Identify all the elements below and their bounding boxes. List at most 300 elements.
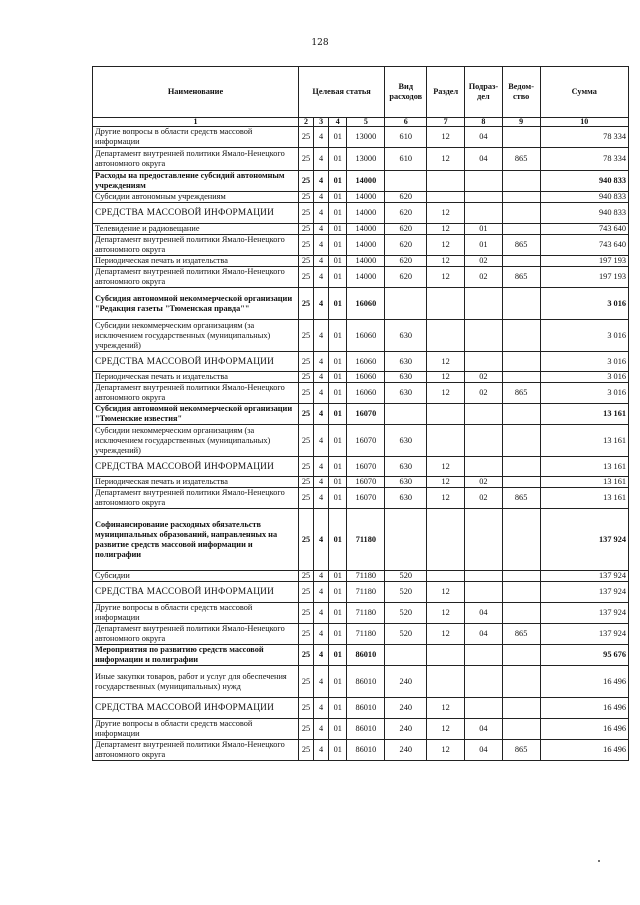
row-c: 01 [329, 288, 347, 320]
row-b: 4 [314, 509, 329, 571]
row-b: 4 [314, 740, 329, 761]
row-c: 01 [329, 352, 347, 372]
row-b: 4 [314, 320, 329, 352]
row-sum: 3 016 [540, 320, 629, 352]
row-name: Другие вопросы в области средств массовой информации [93, 127, 299, 148]
row-name: Иные закупки товаров, работ и услуг для обеспечения государственных (муниципальных) нужд [93, 666, 299, 698]
row-d: 14000 [347, 235, 385, 256]
row-podrazdel: 04 [465, 719, 503, 740]
table-row [93, 267, 629, 288]
row-b: 4 [314, 192, 329, 203]
row-razdel: 12 [427, 383, 465, 404]
table-row [93, 320, 629, 352]
row-name: Мероприятия по развитию средств массовой информации и полиграфии [93, 645, 299, 666]
row-d: 16070 [347, 404, 385, 425]
row-name: Департамент внутренней политики Ямало-Ненецкого автономного округа [93, 488, 299, 509]
row-c: 01 [329, 624, 347, 645]
row-sum: 13 161 [540, 425, 629, 457]
row-sum: 743 640 [540, 224, 629, 235]
row-vid: 620 [385, 224, 427, 235]
row-b: 4 [314, 571, 329, 582]
row-vid: 240 [385, 666, 427, 698]
table-row [93, 740, 629, 761]
table-row [93, 383, 629, 404]
table-row [93, 582, 629, 603]
row-b: 4 [314, 645, 329, 666]
row-vid: 630 [385, 372, 427, 383]
row-sum: 13 161 [540, 457, 629, 477]
row-sum: 78 334 [540, 127, 629, 148]
row-c: 01 [329, 171, 347, 192]
row-sum: 137 924 [540, 582, 629, 603]
row-name: СРЕДСТВА МАССОВОЙ ИНФОРМАЦИИ [93, 457, 299, 477]
table-row [93, 645, 629, 666]
row-d: 16070 [347, 477, 385, 488]
row-podrazdel: 04 [465, 148, 503, 171]
row-name: СРЕДСТВА МАССОВОЙ ИНФОРМАЦИИ [93, 698, 299, 719]
row-c: 01 [329, 256, 347, 267]
header-subsection: Подраз-дел [465, 67, 503, 118]
row-sum: 3 016 [540, 288, 629, 320]
row-vedom: 865 [502, 235, 540, 256]
row-razdel: 12 [427, 372, 465, 383]
row-c: 01 [329, 509, 347, 571]
row-b: 4 [314, 148, 329, 171]
row-vedom [502, 352, 540, 372]
row-c: 01 [329, 740, 347, 761]
row-d: 16060 [347, 372, 385, 383]
col-number: 2 [298, 118, 313, 127]
row-vedom [502, 171, 540, 192]
row-name: Другие вопросы в области средств массовой информации [93, 719, 299, 740]
row-a: 25 [298, 148, 313, 171]
row-a: 25 [298, 288, 313, 320]
row-c: 01 [329, 404, 347, 425]
row-a: 25 [298, 383, 313, 404]
row-vedom [502, 582, 540, 603]
row-d: 86010 [347, 698, 385, 719]
row-vid: 630 [385, 352, 427, 372]
row-vid: 630 [385, 457, 427, 477]
row-a: 25 [298, 457, 313, 477]
row-vedom [502, 603, 540, 624]
row-a: 25 [298, 171, 313, 192]
row-sum: 16 496 [540, 719, 629, 740]
col-number: 5 [347, 118, 385, 127]
header-type: Вид расходов [385, 67, 427, 118]
row-d: 86010 [347, 740, 385, 761]
table-row [93, 288, 629, 320]
row-razdel: 12 [427, 148, 465, 171]
row-name: Периодическая печать и издательства [93, 477, 299, 488]
row-a: 25 [298, 509, 313, 571]
row-sum: 3 016 [540, 352, 629, 372]
row-a: 25 [298, 698, 313, 719]
table-row [93, 425, 629, 457]
row-podrazdel [465, 645, 503, 666]
col-number: 9 [502, 118, 540, 127]
row-podrazdel [465, 698, 503, 719]
row-name: Субсидии некоммерческим организациям (за исключением государственных (муниципальных) учреждений) [93, 320, 299, 352]
row-podrazdel: 01 [465, 224, 503, 235]
row-name: Субсидии [93, 571, 299, 582]
row-vedom [502, 320, 540, 352]
row-vedom: 865 [502, 740, 540, 761]
row-podrazdel [465, 288, 503, 320]
row-a: 25 [298, 571, 313, 582]
row-vedom: 865 [502, 148, 540, 171]
row-b: 4 [314, 267, 329, 288]
row-vedom: 865 [502, 383, 540, 404]
row-razdel [427, 509, 465, 571]
row-c: 01 [329, 192, 347, 203]
row-vedom [502, 666, 540, 698]
row-vid: 620 [385, 256, 427, 267]
row-a: 25 [298, 719, 313, 740]
row-vedom [502, 477, 540, 488]
row-b: 4 [314, 698, 329, 719]
table-row [93, 603, 629, 624]
row-name: СРЕДСТВА МАССОВОЙ ИНФОРМАЦИИ [93, 203, 299, 224]
row-b: 4 [314, 582, 329, 603]
row-vedom [502, 645, 540, 666]
row-vid: 240 [385, 719, 427, 740]
row-a: 25 [298, 224, 313, 235]
row-name: Субсидия автономной некоммерческой организации "Редакция газеты "Тюменская правда"" [93, 288, 299, 320]
table-row [93, 457, 629, 477]
row-name: Департамент внутренней политики Ямало-Ненецкого автономного округа [93, 267, 299, 288]
row-d: 16060 [347, 320, 385, 352]
row-razdel [427, 288, 465, 320]
row-podrazdel [465, 352, 503, 372]
row-podrazdel [465, 571, 503, 582]
row-razdel [427, 320, 465, 352]
row-vid: 240 [385, 740, 427, 761]
row-a: 25 [298, 488, 313, 509]
row-vid: 520 [385, 571, 427, 582]
row-sum: 13 161 [540, 488, 629, 509]
row-vedom: 865 [502, 488, 540, 509]
row-vid: 620 [385, 203, 427, 224]
table-row [93, 509, 629, 571]
table-row [93, 256, 629, 267]
row-vedom: 865 [502, 267, 540, 288]
row-vid: 610 [385, 148, 427, 171]
row-podrazdel: 02 [465, 477, 503, 488]
row-c: 01 [329, 645, 347, 666]
table-row [93, 571, 629, 582]
row-d: 13000 [347, 127, 385, 148]
table-row [93, 352, 629, 372]
row-razdel: 12 [427, 719, 465, 740]
header-target: Целевая статья [298, 67, 384, 118]
row-a: 25 [298, 256, 313, 267]
row-c: 01 [329, 571, 347, 582]
row-sum: 13 161 [540, 404, 629, 425]
row-c: 01 [329, 267, 347, 288]
row-sum: 197 193 [540, 267, 629, 288]
table-row [93, 127, 629, 148]
row-sum: 3 016 [540, 372, 629, 383]
header-section: Раздел [427, 67, 465, 118]
row-name: СРЕДСТВА МАССОВОЙ ИНФОРМАЦИИ [93, 352, 299, 372]
row-sum: 16 496 [540, 740, 629, 761]
row-c: 01 [329, 719, 347, 740]
row-razdel [427, 645, 465, 666]
row-podrazdel: 02 [465, 372, 503, 383]
row-a: 25 [298, 127, 313, 148]
row-c: 01 [329, 603, 347, 624]
row-razdel: 12 [427, 235, 465, 256]
row-c: 01 [329, 127, 347, 148]
row-razdel: 12 [427, 740, 465, 761]
row-razdel: 12 [427, 488, 465, 509]
row-d: 86010 [347, 666, 385, 698]
row-d: 14000 [347, 171, 385, 192]
row-razdel [427, 192, 465, 203]
row-name: Субсидия автономной некоммерческой организации "Тюменские известия" [93, 404, 299, 425]
table-row [93, 224, 629, 235]
table-row [93, 404, 629, 425]
row-podrazdel [465, 457, 503, 477]
row-razdel: 12 [427, 267, 465, 288]
header-row [93, 67, 629, 118]
column-number-row [93, 118, 629, 127]
row-vid: 620 [385, 235, 427, 256]
row-razdel [427, 571, 465, 582]
row-name: Департамент внутренней политики Ямало-Ненецкого автономного округа [93, 624, 299, 645]
row-d: 16070 [347, 457, 385, 477]
row-d: 86010 [347, 645, 385, 666]
row-vid [385, 404, 427, 425]
table-row [93, 488, 629, 509]
col-number: 6 [385, 118, 427, 127]
row-vedom [502, 224, 540, 235]
row-name: Расходы на предоставление субсидий автономным учреждениям [93, 171, 299, 192]
row-sum: 16 496 [540, 698, 629, 719]
row-name: СРЕДСТВА МАССОВОЙ ИНФОРМАЦИИ [93, 582, 299, 603]
row-razdel: 12 [427, 698, 465, 719]
row-d: 16060 [347, 383, 385, 404]
row-vedom [502, 404, 540, 425]
scan-speck [598, 860, 600, 862]
row-vedom [502, 127, 540, 148]
row-razdel: 12 [427, 127, 465, 148]
row-a: 25 [298, 320, 313, 352]
row-b: 4 [314, 488, 329, 509]
row-podrazdel: 04 [465, 127, 503, 148]
row-d: 16060 [347, 288, 385, 320]
row-podrazdel [465, 425, 503, 457]
row-vid: 620 [385, 267, 427, 288]
row-vid: 520 [385, 624, 427, 645]
row-razdel: 12 [427, 477, 465, 488]
row-sum: 940 833 [540, 171, 629, 192]
row-razdel: 12 [427, 603, 465, 624]
table-row [93, 666, 629, 698]
row-razdel: 12 [427, 256, 465, 267]
row-razdel [427, 404, 465, 425]
row-vid [385, 645, 427, 666]
row-b: 4 [314, 603, 329, 624]
row-sum: 137 924 [540, 624, 629, 645]
row-name: Другие вопросы в области средств массовой информации [93, 603, 299, 624]
row-a: 25 [298, 645, 313, 666]
row-a: 25 [298, 477, 313, 488]
col-number: 8 [465, 118, 503, 127]
row-podrazdel: 02 [465, 488, 503, 509]
row-razdel [427, 666, 465, 698]
row-c: 01 [329, 488, 347, 509]
col-number: 7 [427, 118, 465, 127]
row-d: 14000 [347, 224, 385, 235]
row-podrazdel [465, 320, 503, 352]
row-razdel: 12 [427, 352, 465, 372]
row-vid: 610 [385, 127, 427, 148]
row-c: 01 [329, 224, 347, 235]
header-sum: Сумма [540, 67, 629, 118]
row-c: 01 [329, 666, 347, 698]
table-row [93, 235, 629, 256]
row-podrazdel [465, 404, 503, 425]
row-podrazdel [465, 582, 503, 603]
row-b: 4 [314, 457, 329, 477]
row-b: 4 [314, 235, 329, 256]
row-sum: 940 833 [540, 203, 629, 224]
page-number: 128 [311, 38, 329, 48]
row-b: 4 [314, 404, 329, 425]
row-b: 4 [314, 624, 329, 645]
row-b: 4 [314, 666, 329, 698]
table-row [93, 171, 629, 192]
table-row [93, 372, 629, 383]
row-razdel [427, 425, 465, 457]
table-row [93, 624, 629, 645]
row-a: 25 [298, 425, 313, 457]
row-sum: 95 676 [540, 645, 629, 666]
row-podrazdel [465, 509, 503, 571]
row-a: 25 [298, 404, 313, 425]
row-name: Телевидение и радиовещание [93, 224, 299, 235]
row-vedom: 865 [502, 624, 540, 645]
row-b: 4 [314, 383, 329, 404]
row-d: 16060 [347, 352, 385, 372]
row-vid: 630 [385, 383, 427, 404]
row-c: 01 [329, 425, 347, 457]
row-c: 01 [329, 148, 347, 171]
row-d: 71180 [347, 603, 385, 624]
table-row [93, 148, 629, 171]
row-sum: 3 016 [540, 383, 629, 404]
header-name: Наименование [93, 67, 299, 118]
row-d: 14000 [347, 192, 385, 203]
row-c: 01 [329, 698, 347, 719]
row-b: 4 [314, 352, 329, 372]
row-d: 16070 [347, 425, 385, 457]
row-c: 01 [329, 320, 347, 352]
row-podrazdel [465, 666, 503, 698]
row-razdel: 12 [427, 457, 465, 477]
row-sum: 13 161 [540, 477, 629, 488]
row-vid [385, 171, 427, 192]
row-c: 01 [329, 372, 347, 383]
row-a: 25 [298, 192, 313, 203]
row-vid: 520 [385, 603, 427, 624]
row-d: 71180 [347, 509, 385, 571]
row-vid: 630 [385, 425, 427, 457]
row-d: 86010 [347, 719, 385, 740]
row-vid: 240 [385, 698, 427, 719]
row-vedom [502, 192, 540, 203]
row-b: 4 [314, 127, 329, 148]
row-name: Департамент внутренней политики Ямало-Ненецкого автономного округа [93, 235, 299, 256]
row-podrazdel: 04 [465, 740, 503, 761]
row-b: 4 [314, 372, 329, 383]
row-a: 25 [298, 740, 313, 761]
row-name: Периодическая печать и издательства [93, 256, 299, 267]
row-sum: 743 640 [540, 235, 629, 256]
row-vid: 620 [385, 192, 427, 203]
row-b: 4 [314, 719, 329, 740]
table-row [93, 203, 629, 224]
row-vedom [502, 256, 540, 267]
row-podrazdel [465, 171, 503, 192]
row-name: Субсидии некоммерческим организациям (за исключением государственных (муниципальных) учреждений) [93, 425, 299, 457]
row-name: Департамент внутренней политики Ямало-Ненецкого автономного округа [93, 383, 299, 404]
row-name: Софинансирование расходных обязательств муниципальных образований, направленных на развитие средств массовой информации и полиграфии [93, 509, 299, 571]
row-d: 14000 [347, 203, 385, 224]
row-vedom [502, 203, 540, 224]
row-sum: 137 924 [540, 509, 629, 571]
row-c: 01 [329, 477, 347, 488]
row-podrazdel [465, 192, 503, 203]
col-number: 4 [329, 118, 347, 127]
row-name: Департамент внутренней политики Ямало-Ненецкого автономного округа [93, 148, 299, 171]
row-d: 16070 [347, 488, 385, 509]
row-name: Департамент внутренней политики Ямало-Ненецкого автономного округа [93, 740, 299, 761]
row-vedom [502, 457, 540, 477]
row-d: 14000 [347, 267, 385, 288]
row-b: 4 [314, 477, 329, 488]
table-row [93, 477, 629, 488]
table-row [93, 192, 629, 203]
row-b: 4 [314, 171, 329, 192]
row-a: 25 [298, 624, 313, 645]
row-vedom [502, 698, 540, 719]
row-a: 25 [298, 666, 313, 698]
row-podrazdel: 02 [465, 267, 503, 288]
row-razdel [427, 171, 465, 192]
row-b: 4 [314, 224, 329, 235]
row-vid [385, 509, 427, 571]
row-b: 4 [314, 203, 329, 224]
row-vid [385, 288, 427, 320]
row-a: 25 [298, 235, 313, 256]
row-sum: 137 924 [540, 571, 629, 582]
row-d: 14000 [347, 256, 385, 267]
row-b: 4 [314, 288, 329, 320]
row-c: 01 [329, 235, 347, 256]
col-number: 3 [314, 118, 329, 127]
row-c: 01 [329, 383, 347, 404]
row-razdel: 12 [427, 224, 465, 235]
row-sum: 940 833 [540, 192, 629, 203]
row-vedom [502, 571, 540, 582]
row-a: 25 [298, 582, 313, 603]
budget-table [92, 66, 629, 761]
row-vedom [502, 425, 540, 457]
row-podrazdel: 02 [465, 383, 503, 404]
